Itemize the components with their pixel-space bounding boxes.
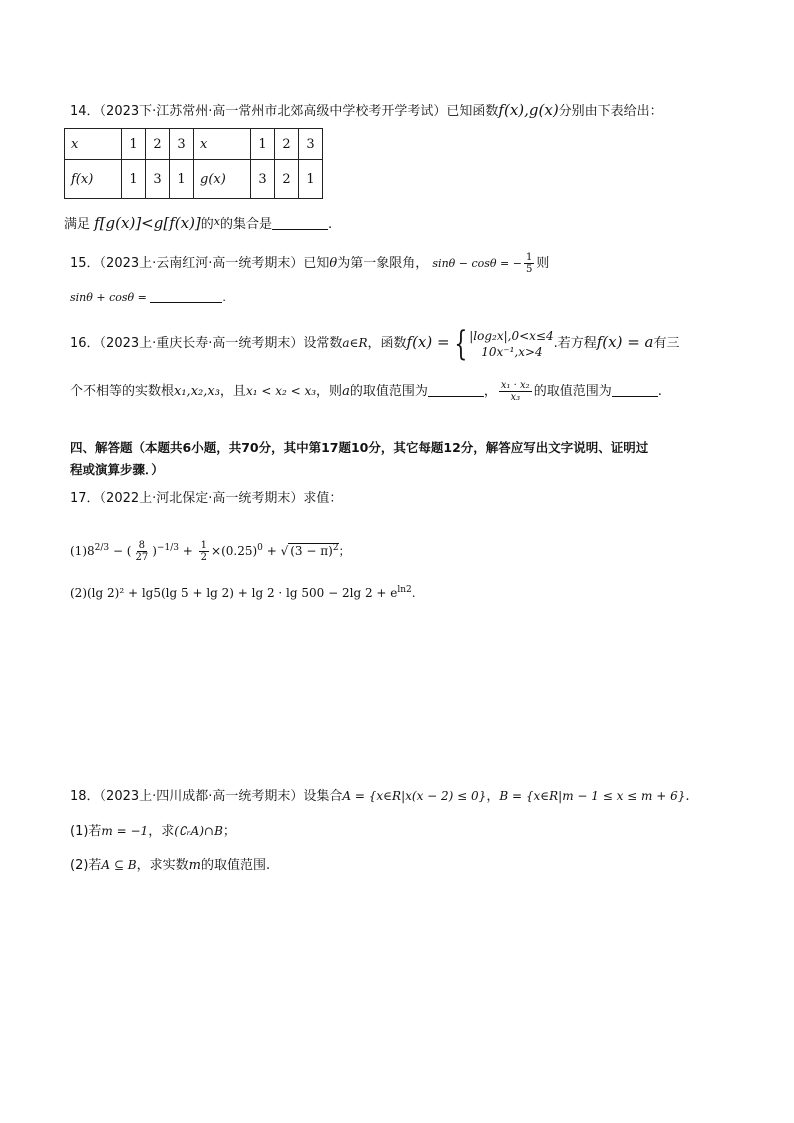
q16-order: x₁ < x₂ < x₃: [245, 384, 317, 398]
q16-eq: f(x) = a: [596, 333, 654, 351]
q14-cond-c: 的集合是: [220, 217, 273, 232]
table-cell: 2: [275, 160, 299, 199]
q17-p1-exp: 2/3: [94, 543, 110, 553]
frac-numerator: 8: [138, 540, 146, 551]
q14-cond-expr: f[g(x)]<g[f(x)]: [94, 214, 201, 232]
section-heading: 四、解答题（本题共6小题，共70分，其中第17题10分，其它每题12分，解答应写出文字说明、证明过: [70, 440, 649, 455]
q16-line2-b: ，且: [219, 384, 246, 399]
q17-stem: [70, 489, 342, 509]
q16-stem-c: .若方程: [553, 336, 597, 351]
q17-p1-sqrt: [288, 543, 338, 558]
q17-p2-exp: ln2: [397, 585, 412, 595]
q16-end: .: [657, 384, 662, 399]
q15-expr: sinθ − cosθ = −: [432, 257, 522, 270]
q18-end: .: [685, 789, 690, 804]
table-cell: 2: [146, 129, 170, 160]
q18-part2: [70, 855, 270, 876]
q18-p2-var: m: [188, 858, 201, 873]
q18-p1-mid: ，求: [148, 824, 175, 839]
q14-stem-b: 分别由下表给出：: [558, 104, 663, 119]
table-cell: g(x): [194, 160, 251, 199]
q17-p1-exp4: 2: [332, 543, 339, 553]
q18-p1-label: (1)若: [70, 824, 102, 839]
q15-end: .: [222, 291, 226, 304]
q17-part1: [70, 530, 351, 569]
q17-p2-label: (2): [70, 586, 87, 600]
answer-blank[interactable]: [612, 382, 658, 397]
q18-number: 18．: [70, 789, 100, 804]
q15-stem-a: 已知: [303, 256, 330, 271]
q16-line2-d: 的取值范围为: [349, 384, 428, 399]
table-row: [65, 129, 323, 160]
q16-number: 16．: [70, 336, 100, 351]
q15-stem: [70, 252, 549, 275]
q18-stem-a: 设集合: [303, 789, 343, 804]
table-cell: 3: [299, 129, 323, 160]
q15-stem-c: 则: [536, 256, 550, 271]
q18-p2-cond: A ⊆ B: [101, 858, 137, 872]
table-cell: 1: [122, 160, 146, 199]
q17-p1-label: (1): [70, 544, 87, 558]
q14-condition: [64, 212, 332, 235]
q16-line2-e: ，: [483, 384, 497, 399]
answer-blank[interactable]: [428, 382, 484, 397]
answer-blank[interactable]: [150, 288, 222, 303]
q17-source: （2022上·河北保定·高一统考期末）: [99, 491, 304, 506]
q17-p1-minus: − (: [109, 544, 132, 558]
q16-fx: f(x) =: [406, 333, 450, 351]
q18-stem: [70, 786, 690, 807]
q14-end: .: [328, 217, 333, 232]
table-cell: f(x): [65, 160, 122, 199]
q16-source: （2023上·重庆长寿·高一统考期末）: [99, 336, 304, 351]
q14-stem-a: 已知函数: [446, 104, 499, 119]
q14-source: （2023下·江苏常州·高一常州市北郊高级中学校考开学考试）: [99, 104, 447, 119]
q16-line2-a: 个不相等的实数根: [70, 384, 175, 399]
table-cell: 3: [146, 160, 170, 199]
q17-p1-exp3: 0: [257, 543, 263, 553]
sqrt-icon: √: [280, 544, 289, 558]
q15-source: （2023上·云南红河·高一统考期末）: [99, 256, 304, 271]
table-cell: 1: [170, 160, 194, 199]
q17-p2-expr: (lg 2)² + lg5(lg 5 + lg 2) + lg 2 · lg 500 − 2lg 2 + e: [87, 586, 398, 600]
q16-line2-c: ，则: [316, 384, 343, 399]
q14-fg: f(x),g(x): [498, 101, 559, 119]
q14-cond-a: 满足: [64, 217, 91, 232]
q16-piece1: |log₂x|,0<x≤4: [469, 328, 554, 343]
table-cell: x: [65, 129, 122, 160]
q18-part1: [70, 821, 236, 842]
q14-stem: [70, 100, 663, 122]
frac-numerator: x₁ · x₂: [500, 380, 530, 391]
q18-sep: ，: [486, 789, 500, 804]
q16-var-a: a: [342, 384, 350, 399]
q14-number: 14．: [70, 104, 100, 119]
q17-p1-fraction: [134, 540, 151, 563]
table-cell: 1: [122, 129, 146, 160]
q17-p1-rest: ×(0.25): [211, 544, 258, 558]
answer-blank[interactable]: [272, 215, 328, 230]
table-cell: 3: [251, 160, 275, 199]
table-row: [65, 160, 323, 199]
q15-theta: θ: [329, 256, 338, 271]
q17-p1-exp2: −1/3: [156, 543, 179, 553]
q18-set-a: A = {x∈R|x(x − 2) ≤ 0}: [342, 789, 487, 803]
q18-p1-cond: m = −1: [101, 824, 149, 838]
q16-stem-d: 有三: [653, 336, 680, 351]
frac-numerator: 1: [200, 540, 208, 551]
q17-p1-half: [199, 540, 209, 563]
q14-cond-b: 的: [200, 217, 214, 232]
q16-piecewise: [469, 328, 553, 360]
q18-p2-label: (2)若: [70, 858, 102, 873]
table-cell: 1: [299, 160, 323, 199]
q16-piece2: 10x⁻¹,x>4: [481, 344, 543, 359]
q18-source: （2023上·四川成都·高一统考期末）: [99, 789, 304, 804]
q16-a-in-r: a∈R: [342, 336, 368, 350]
q17-p1-end: ；: [338, 544, 351, 558]
q18-p2-end: 的取值范围.: [200, 858, 271, 873]
frac-denominator: 27: [135, 552, 149, 563]
table-cell: 3: [170, 129, 194, 160]
frac-denominator: 2: [200, 552, 208, 563]
q16-stem: [70, 323, 680, 364]
q17-p1-sqrt-content: (3 − π): [290, 544, 333, 558]
q17-p1-plus2: +: [262, 544, 281, 558]
q15-line2-expr: sinθ + cosθ =: [70, 291, 147, 304]
q18-p1-expr: (∁ᵣA)∩B: [174, 824, 223, 838]
table-cell: 1: [251, 129, 275, 160]
q16-stem-b: ，函数: [367, 336, 407, 351]
left-brace: {: [453, 323, 467, 364]
q15-line2: [70, 288, 226, 308]
q16-line2: [70, 376, 662, 407]
q15-number: 15．: [70, 256, 100, 271]
q17-p1-close: ): [152, 544, 157, 558]
q18-p2-mid: ，求实数: [136, 858, 189, 873]
q17-p1-base: 8: [87, 544, 95, 558]
q17-stem-text: 求值：: [303, 491, 343, 506]
q17-p1-plus: +: [178, 544, 197, 558]
q16-roots: x₁,x₂,x₃: [174, 384, 220, 399]
frac-denominator: x₃: [510, 392, 521, 403]
q18-set-b: B = {x∈R|m − 1 ≤ x ≤ m + 6}: [499, 789, 686, 803]
section-heading-cont: 程或演算步骤．）: [70, 462, 164, 477]
q16-ratio: [499, 380, 532, 403]
q14-cond-var: x: [213, 215, 221, 228]
q16-stem-a: 设常数: [303, 336, 343, 351]
q15-fraction: [524, 252, 534, 275]
q17-number: 17．: [70, 491, 100, 506]
table-cell: 2: [275, 129, 299, 160]
fg-table: [64, 128, 323, 199]
frac-numerator: 1: [525, 252, 533, 263]
q18-p1-end: ；: [222, 824, 236, 839]
q17-part2: [70, 580, 416, 603]
q17-p2-end: .: [411, 586, 416, 600]
q15-stem-b: 为第一象限角，: [337, 256, 429, 271]
table-cell: x: [194, 129, 251, 160]
frac-denominator: 5: [525, 264, 533, 275]
q16-line2-f: 的取值范围为: [533, 384, 612, 399]
